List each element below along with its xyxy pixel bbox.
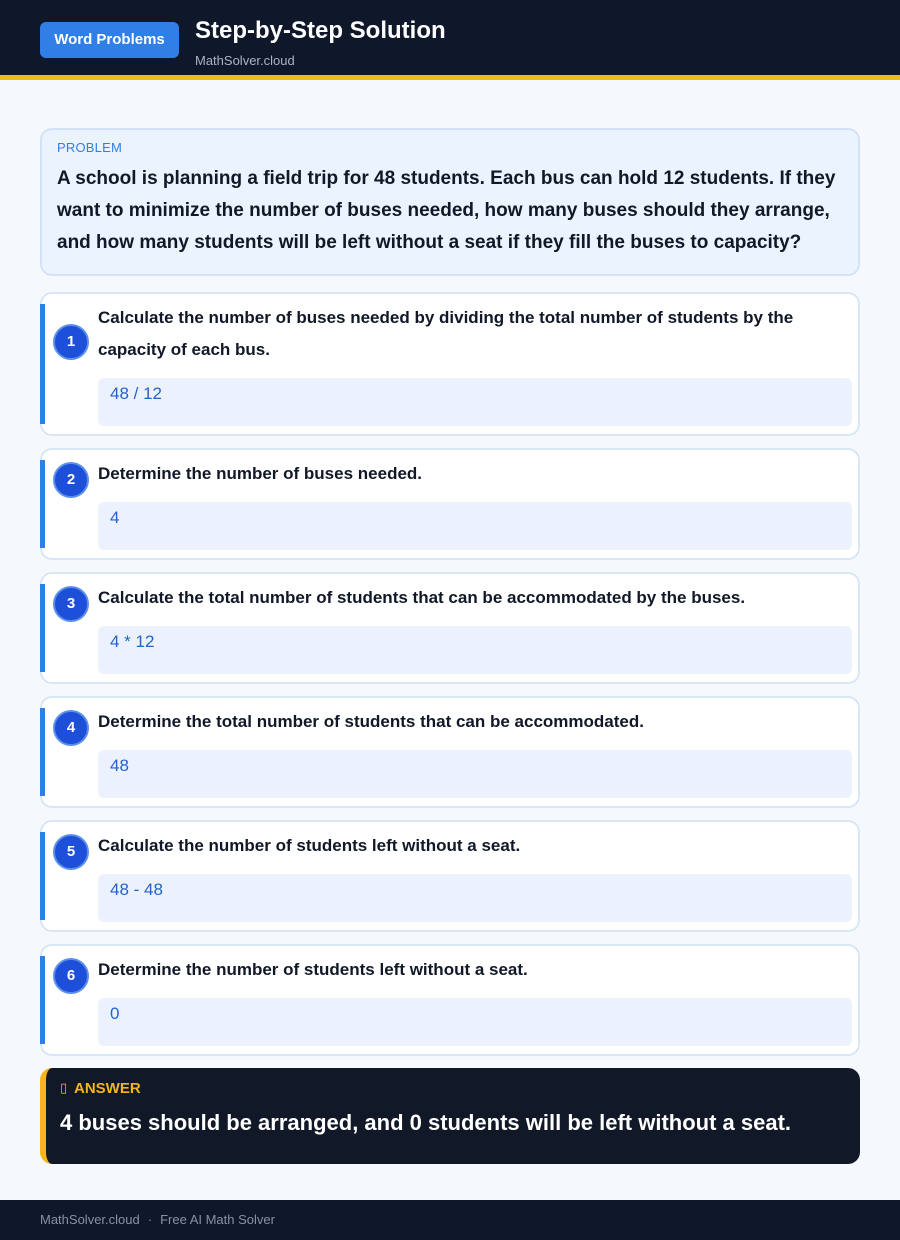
page-title: Step-by-Step Solution xyxy=(195,17,446,44)
step-number: 1 xyxy=(53,324,89,360)
step-expression: 48 / 12 xyxy=(98,378,852,426)
answer-label: ANSWER xyxy=(74,1080,141,1097)
step-description: Calculate the total number of students that can be accommodated by the buses. xyxy=(98,588,746,607)
step-card xyxy=(40,572,860,684)
problem-text: A school is planning a field trip for 48 students. Each bus can hold 12 students. If they want to minimize the number of buses needed, how many buses should they arrange, and how many students will be left without a seat if they fill the buses to capacity? xyxy=(57,168,836,253)
site-name: MathSolver.cloud xyxy=(195,53,295,68)
step-expression: 48 - 48 xyxy=(98,874,852,922)
step-expression: 4 xyxy=(98,502,852,550)
step-description: Determine the number of buses needed. xyxy=(98,464,423,483)
page-header xyxy=(0,0,900,80)
step-number: 4 xyxy=(53,710,89,746)
page-footer xyxy=(0,1200,900,1240)
step-description: Determine the total number of students that can be accommodated. xyxy=(98,712,644,731)
step-card xyxy=(40,696,860,808)
step-number: 6 xyxy=(53,958,89,994)
problem-label: PROBLEM xyxy=(57,140,122,155)
step-description: Determine the number of students left without a seat. xyxy=(98,960,528,979)
answer-card xyxy=(40,1068,860,1164)
step-expression: 48 xyxy=(98,750,852,798)
step-number: 3 xyxy=(53,586,89,622)
footer-site[interactable]: MathSolver.cloud xyxy=(40,1212,140,1227)
step-card xyxy=(40,944,860,1056)
footer-text xyxy=(40,1212,275,1227)
step-number: 5 xyxy=(53,834,89,870)
step-expression: 0 xyxy=(98,998,852,1046)
step-card xyxy=(40,448,860,560)
answer-text: 4 buses should be arranged, and 0 students will be left without a seat. xyxy=(60,1110,792,1135)
step-card xyxy=(40,820,860,932)
step-description: Calculate the number of buses needed by dividing the total number of students by the capacity of each bus. xyxy=(98,308,794,359)
problem-card xyxy=(40,128,860,276)
step-expression: 4 * 12 xyxy=(98,626,852,674)
footer-separator: · xyxy=(147,1212,153,1227)
footer-tagline: Free AI Math Solver xyxy=(160,1212,275,1227)
step-description: Calculate the number of students left without a seat. xyxy=(98,836,521,855)
category-badge[interactable]: Word Problems xyxy=(40,22,179,58)
step-number: 2 xyxy=(53,462,89,498)
lightbulb-icon: ▯ xyxy=(60,1080,68,1095)
step-card xyxy=(40,292,860,436)
